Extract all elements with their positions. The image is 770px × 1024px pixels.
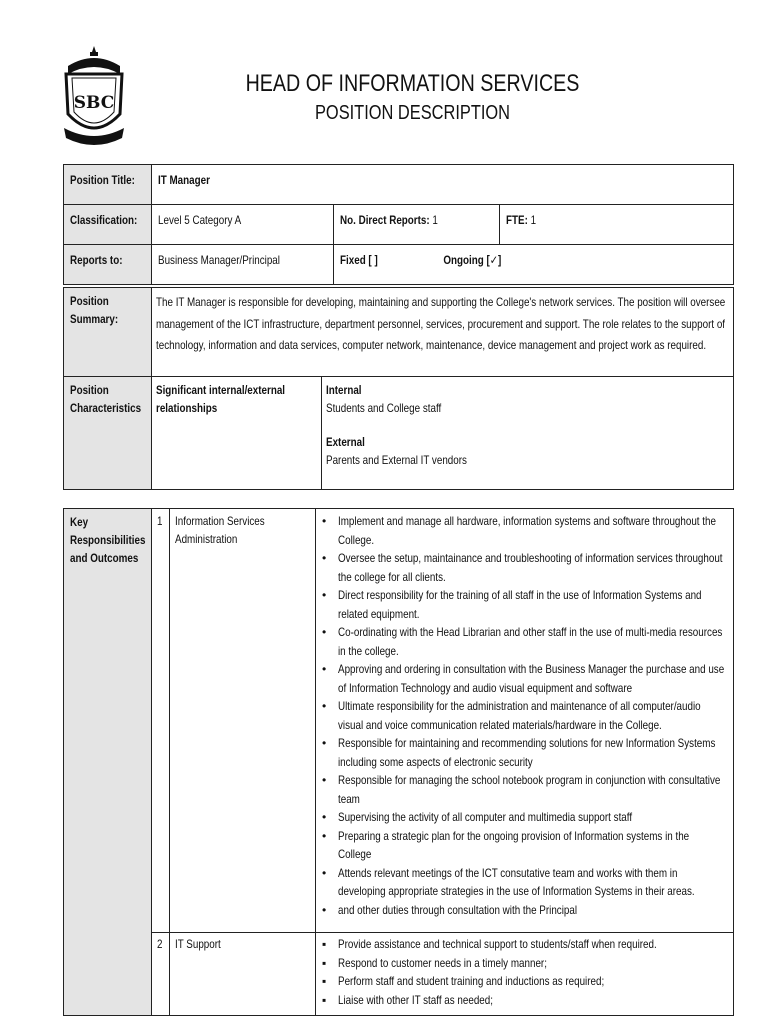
bullet-text-line: Responsible for maintaining and recommending solutions for new Information Systems xyxy=(338,736,716,750)
bullet-item xyxy=(322,954,733,973)
bullet-text-line: Oversee the setup, maintainance and troubleshooting of information services throughout xyxy=(338,551,723,565)
direct-reports-label: No. Direct Reports: xyxy=(340,213,430,227)
bullet-text-line: Liaise with other IT staff as needed; xyxy=(338,992,493,1007)
position-title-row xyxy=(64,165,734,205)
fte-value: 1 xyxy=(530,213,537,227)
bullet-text-line: Respond to customer needs in a timely manner; xyxy=(338,955,547,970)
bullet-text-line: Direct responsibility for the training of all staff in the use of Information Systems and xyxy=(338,588,702,602)
bullet-item xyxy=(322,512,733,549)
bullet-text-line: in the college. xyxy=(338,643,399,658)
bullet-item xyxy=(322,734,733,771)
reports-to-value: Business Manager/Principal xyxy=(158,253,280,267)
bullet-text-line: Provide assistance and technical support to students/staff when required. xyxy=(338,937,657,951)
bullet-item xyxy=(322,972,733,991)
crest-monogram: SBC xyxy=(73,93,115,113)
responsibilities-label-line2: Responsibilities xyxy=(70,533,146,547)
bullet-item xyxy=(322,586,733,623)
responsibility-section-2 xyxy=(64,933,734,1016)
bullet-marker: ▪ xyxy=(322,937,327,951)
bullet-marker: • xyxy=(322,662,327,676)
bullet-item xyxy=(322,901,733,920)
bullet-marker: • xyxy=(322,865,327,880)
bullet-text-line: including some aspects of electronic security xyxy=(338,754,533,769)
position-title-label: Position Title: xyxy=(70,173,135,187)
responsibilities-label-line1: Key xyxy=(70,515,89,529)
bullet-marker: ▪ xyxy=(322,992,327,1007)
bullet-text-line: Attends relevant meetings of the ICT consutative team and works with them in xyxy=(338,865,678,880)
bullet-text-line: developing appropriate strategies in the use of Information Systems in their areas. xyxy=(338,884,695,898)
responsibility-section-1 xyxy=(64,509,734,933)
position-summary-row xyxy=(64,288,734,377)
section-title-line2: Administration xyxy=(175,532,238,546)
bullet-text-line: Preparing a strategic plan for the ongoing provision of Information systems in the xyxy=(338,828,690,843)
bullet-marker: • xyxy=(322,514,327,528)
bullet-text-line: College xyxy=(338,847,372,861)
bullet-item xyxy=(322,660,733,697)
summary-label-line1: Position xyxy=(70,294,109,308)
bullet-marker: • xyxy=(322,588,327,602)
characteristics-label-line2: Characteristics xyxy=(70,401,142,415)
bullet-item xyxy=(322,991,733,1010)
key-responsibilities-table xyxy=(63,508,734,1016)
bullet-text-line: Ultimate responsibility for the administration and maintenance of all computer/audio xyxy=(338,699,701,713)
bullet-marker: • xyxy=(322,625,327,639)
ongoing-checkbox-label: Ongoing [✓] xyxy=(443,253,502,267)
fixed-checkbox-label: Fixed [ ] xyxy=(340,253,378,267)
relationships-label-line1: Significant internal/external xyxy=(156,383,286,397)
bullet-marker: ▪ xyxy=(322,955,327,970)
bullet-marker: • xyxy=(322,736,327,750)
bullet-text-line: the college for all clients. xyxy=(338,569,446,584)
document-title: HEAD OF INFORMATION SERVICES xyxy=(245,70,580,97)
bullet-text-line: team xyxy=(338,791,360,806)
responsibilities-label-line3: and Outcomes xyxy=(70,551,139,565)
position-characteristics-row xyxy=(64,377,734,490)
bullet-marker: • xyxy=(322,773,327,787)
position-details-table xyxy=(63,164,734,285)
classification-row xyxy=(64,205,734,245)
internal-text: Students and College staff xyxy=(326,401,442,415)
bullet-text-line: visual and voice communication related materials/hardware in the College. xyxy=(338,717,662,732)
characteristics-label-line1: Position xyxy=(70,383,109,397)
external-heading: External xyxy=(326,435,365,449)
fte-label: FTE: xyxy=(506,213,528,227)
bullet-text-line: Implement and manage all hardware, information systems and software throughout the xyxy=(338,514,716,528)
classification-label: Classification: xyxy=(70,213,138,227)
bullet-marker: ▪ xyxy=(322,974,327,988)
summary-text-line1: The IT Manager is responsible for developing, maintaining and supporting the College's network services. The position will oversee xyxy=(156,295,726,309)
document-subtitle: POSITION DESCRIPTION xyxy=(314,102,511,124)
summary-label-line2: Summary: xyxy=(70,312,119,326)
external-text: Parents and External IT vendors xyxy=(326,453,467,467)
summary-text-line2: management of the ICT infrastructure, department personnel, services, procurement and support. The role relates to the support of xyxy=(156,316,726,331)
bullet-marker: • xyxy=(322,902,327,917)
bullet-item xyxy=(322,623,733,660)
position-title-value: IT Manager xyxy=(158,173,210,187)
bullet-item xyxy=(322,864,733,901)
bullet-item xyxy=(322,771,733,808)
section-1-bullet-list xyxy=(322,512,733,919)
bullet-text-line: Perform staff and student training and inductions as required; xyxy=(338,974,605,988)
section-2-bullet-list xyxy=(322,935,733,1009)
bullet-item xyxy=(322,827,733,864)
reports-to-row xyxy=(64,245,734,285)
section-number: 2 xyxy=(157,937,163,951)
summary-characteristics-table xyxy=(63,287,734,490)
bullet-text-line: of Information Technology and audio visual equipment and software xyxy=(338,680,633,695)
bullet-marker: • xyxy=(322,551,327,565)
bullet-marker: • xyxy=(322,810,327,824)
bullet-text-line: Approving and ordering in consultation with the Business Manager the purchase and use xyxy=(338,662,725,676)
bullet-text-line: related equipment. xyxy=(338,606,420,621)
section-number: 1 xyxy=(157,514,163,528)
section-title-line1: Information Services xyxy=(175,514,265,528)
bullet-item xyxy=(322,808,733,827)
bullet-marker: • xyxy=(322,699,327,713)
relationships-label-line2: relationships xyxy=(156,401,218,415)
bullet-text-line: and other duties through consultation with the Principal xyxy=(338,902,578,917)
college-crest-logo xyxy=(62,44,126,152)
bullet-item xyxy=(322,697,733,734)
summary-text-line3: technology, information and data services, computer network, maintenance, device management and project work as required. xyxy=(156,338,707,352)
classification-value: Level 5 Category A xyxy=(158,213,242,227)
section-title-line1: IT Support xyxy=(175,937,221,951)
bullet-item xyxy=(322,935,733,954)
bullet-text-line: Co-ordinating with the Head Librarian and other staff in the use of multi-media resources xyxy=(338,625,723,639)
bullet-text-line: Responsible for managing the school notebook program in conjunction with consultative xyxy=(338,773,721,787)
bullet-text-line: College. xyxy=(338,532,375,547)
bullet-marker: • xyxy=(322,828,327,843)
bullet-item xyxy=(322,549,733,586)
direct-reports-value: 1 xyxy=(432,213,438,227)
reports-to-label: Reports to: xyxy=(70,253,123,267)
bullet-text-line: Supervising the activity of all computer and multimedia support staff xyxy=(338,810,633,824)
internal-heading: Internal xyxy=(326,383,362,397)
